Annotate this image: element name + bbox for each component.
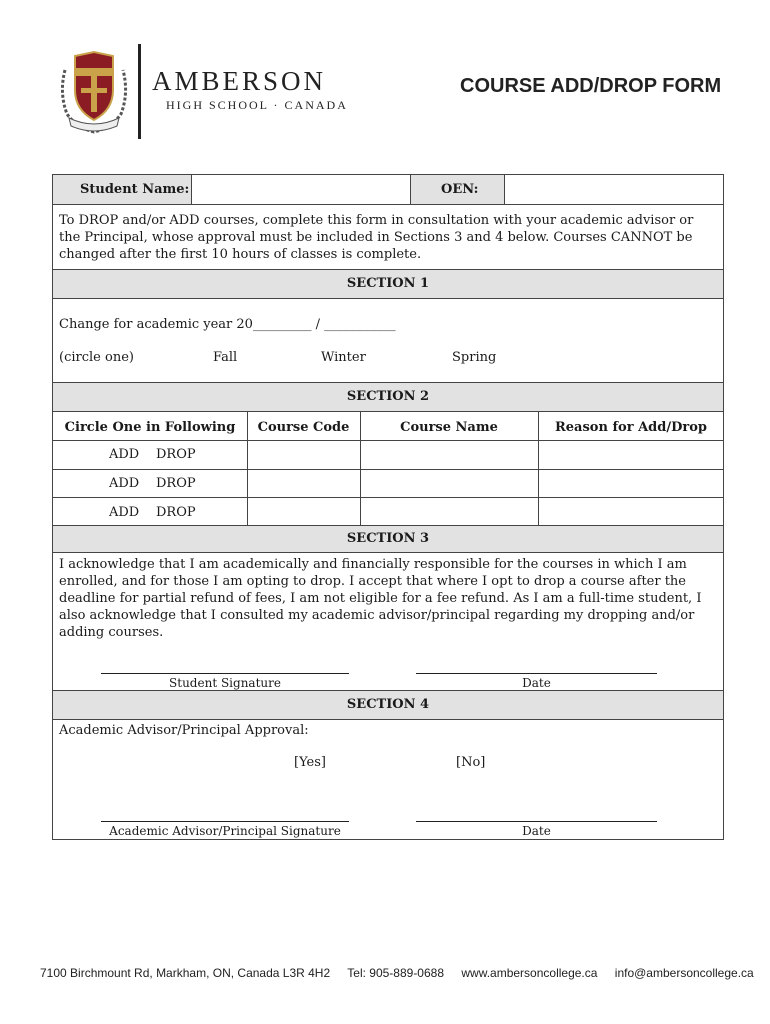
col-course-code: Course Code [257, 420, 350, 435]
add-option[interactable]: ADD [109, 476, 140, 491]
header-divider [138, 44, 141, 139]
school-subtitle: HIGH SCHOOL · CANADA [166, 98, 348, 112]
footer [40, 966, 754, 980]
student-name-field[interactable] [192, 175, 410, 204]
section-1-body [53, 298, 723, 382]
section-3-header: SECTION 3 [53, 525, 723, 552]
student-signature-line[interactable] [101, 673, 349, 674]
student-date-line[interactable] [416, 673, 657, 674]
instructions-text: To DROP and/or ADD courses, complete this form in consultation with your academic advisor or the Principal, whose approval must be included in Sections 3 and 4 below. Courses CANNOT be changed after the first 10 hours of classes is complete. [59, 213, 694, 262]
table-row [53, 440, 723, 469]
instructions-row [53, 204, 723, 269]
section-1-header: SECTION 1 [53, 269, 723, 298]
footer-address: 7100 Birchmount Rd, Markham, ON, Canada L3R 4H2 [40, 966, 331, 980]
add-option[interactable]: ADD [109, 505, 140, 520]
table-row [53, 469, 723, 497]
drop-option[interactable]: DROP [156, 476, 196, 491]
section-4-header: SECTION 4 [53, 690, 723, 719]
form-title: COURSE ADD/DROP FORM [460, 75, 722, 97]
col-course-name: Course Name [400, 420, 498, 435]
footer-email[interactable]: info@ambersoncollege.ca [614, 966, 754, 980]
section-4-body [53, 719, 723, 840]
section-3-body [53, 552, 723, 690]
academic-year-line[interactable]: Change for academic year 20_________ / ___________ [59, 317, 396, 332]
term-fall[interactable]: Fall [213, 350, 238, 365]
student-info-row [53, 175, 723, 204]
advisor-date-line[interactable] [416, 821, 657, 822]
student-signature-label: Student Signature [169, 676, 281, 690]
approval-yes[interactable]: [Yes] [294, 755, 326, 770]
col-circle-one: Circle One in Following [64, 420, 236, 435]
add-option[interactable]: ADD [109, 447, 140, 462]
school-name: AMBERSON [152, 66, 327, 96]
acknowledgement-text: I acknowledge that I am academically and financially responsible for the courses in which I am enrolled, and for those I am opting to drop. I accept that where I opt to drop a course after the deadline for partial refund of fees, I am not eligible for a fee refund. As I am a full-time student, I also acknowledge that I consulted my academic advisor/principal regarding my dropping and/or adding courses. [59, 557, 702, 640]
student-name-label: Student Name: [80, 182, 190, 197]
advisor-signature-line[interactable] [101, 821, 349, 822]
student-date-label: Date [522, 676, 551, 690]
course-table [53, 411, 723, 525]
add-drop-form [52, 174, 724, 840]
approval-no[interactable]: [No] [456, 755, 486, 770]
term-spring[interactable]: Spring [452, 350, 497, 365]
oen-label: OEN: [441, 182, 479, 197]
table-row [53, 497, 723, 526]
advisor-signature-label: Academic Advisor/Principal Signature [109, 824, 341, 838]
circle-one-label: (circle one) [59, 350, 134, 365]
drop-option[interactable]: DROP [156, 447, 196, 462]
footer-tel: Tel: 905-889-0688 [347, 966, 445, 980]
school-crest-logo [55, 48, 133, 134]
col-reason: Reason for Add/Drop [554, 420, 707, 435]
approval-label: Academic Advisor/Principal Approval: [59, 723, 309, 738]
drop-option[interactable]: DROP [156, 505, 196, 520]
footer-website[interactable]: www.ambersoncollege.ca [461, 966, 598, 980]
advisor-date-label: Date [522, 824, 551, 838]
section-2-header: SECTION 2 [53, 382, 723, 411]
term-winter[interactable]: Winter [321, 350, 366, 365]
oen-field[interactable] [505, 175, 723, 204]
